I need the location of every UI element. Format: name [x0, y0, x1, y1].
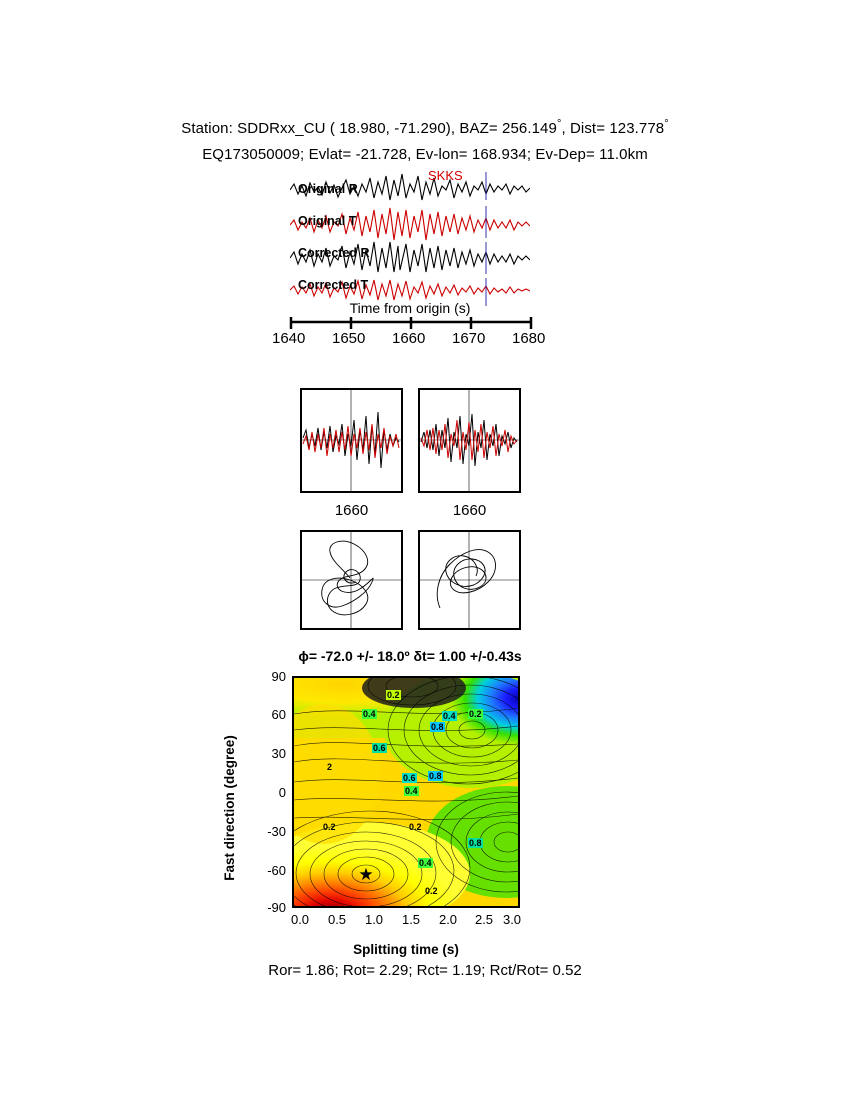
zoom-right-tick-label: 1660: [452, 502, 487, 519]
time-tick-1670: 1670: [452, 330, 486, 347]
trace-label-original-t: Original T: [298, 214, 357, 228]
contour-label-12: 0.8: [469, 838, 482, 848]
particle-motion-before: [300, 530, 403, 630]
contour-label-2: 0.4: [443, 711, 456, 721]
contour-label-7: 0.6: [403, 773, 416, 783]
contour-label-6: 2: [327, 762, 333, 772]
zoom-left-tick-label: 1660: [334, 502, 369, 519]
best-solution-star: ★: [358, 865, 374, 884]
x-tick-1-5: 1.5: [401, 912, 421, 927]
particle-motion-after-svg: [420, 532, 519, 628]
time-tick-1660: 1660: [392, 330, 426, 347]
contour-label-1: 0.4: [363, 709, 376, 719]
x-tick-0-5: 0.5: [327, 912, 347, 927]
time-tick-1640: 1640: [272, 330, 306, 347]
station-info-line: [0, 118, 850, 137]
zoom-window-right: [418, 388, 521, 493]
zoom-left-svg: [302, 390, 401, 491]
contour-label-11: 0.2: [409, 822, 422, 832]
station-info-mid: , Dist= 123.778: [561, 120, 665, 137]
x-tick-1-0: 1.0: [364, 912, 384, 927]
baz-degree-symbol: °: [556, 118, 562, 130]
y-tick-m30: -30: [267, 824, 286, 839]
zoom-window-left: [300, 388, 403, 493]
waveform-panel: [290, 170, 530, 310]
quality-metrics-line: Ror= 1.86; Rot= 2.29; Rct= 1.19; Rct/Rot= 0.52: [268, 962, 582, 979]
energy-contour-map[interactable]: [292, 676, 520, 908]
zoom-right-svg: [420, 390, 519, 491]
time-tick-1680: 1680: [512, 330, 546, 347]
time-axis-title: Time from origin (s): [349, 300, 471, 316]
contour-label-9: 0.4: [405, 786, 418, 796]
particle-motion-before-svg: [302, 532, 401, 628]
trace-label-corrected-t: Corrected T: [298, 278, 369, 292]
x-tick-2-0: 2.0: [438, 912, 458, 927]
skks-phase-label: SKKS: [428, 168, 463, 183]
x-tick-0-0: 0.0: [290, 912, 310, 927]
contour-x-axis-label: Splitting time (s): [353, 942, 459, 957]
trace-label-corrected-r: Corrected R: [298, 246, 370, 260]
station-info-prefix: Station: SDDRxx_CU ( 18.980, -71.290), BAZ= 256.149: [181, 120, 557, 137]
y-tick-0: 0: [278, 785, 286, 800]
contour-label-10: 0.2: [323, 822, 336, 832]
event-info-line: EQ173050009; Evlat= -21.728, Ev-lon= 168.934; Ev-Dep= 11.0km: [202, 146, 648, 163]
contour-label-8: 0.8: [429, 771, 442, 781]
contour-y-ticks: [240, 669, 286, 915]
x-tick-3-0: 3.0: [502, 912, 522, 927]
contour-label-3: 0.2: [469, 709, 482, 719]
trace-label-original-r: Original R: [298, 182, 358, 196]
solution-title: ϕ= -72.0 +/- 18.0º δt= 1.00 +/-0.43s: [298, 648, 522, 664]
time-tick-1650: 1650: [332, 330, 366, 347]
contour-y-axis-label: Fast direction (degree): [222, 735, 237, 881]
contour-label-13: 0.4: [419, 858, 432, 868]
x-tick-2-5: 2.5: [474, 912, 494, 927]
particle-motion-after: [418, 530, 521, 630]
contour-label-5: 0.6: [373, 743, 386, 753]
contour-label-0: 0.2: [387, 690, 400, 700]
y-tick-90: 90: [271, 669, 286, 684]
y-tick-60: 60: [271, 707, 286, 722]
y-tick-m60: -60: [267, 863, 286, 878]
contour-x-ticks: [292, 912, 520, 932]
dist-degree-symbol: °: [664, 118, 669, 130]
y-tick-m90: -90: [267, 900, 286, 915]
y-tick-30: 30: [271, 746, 286, 761]
contour-label-14: 0.2: [425, 886, 438, 896]
contour-label-4: 0.8: [431, 722, 444, 732]
